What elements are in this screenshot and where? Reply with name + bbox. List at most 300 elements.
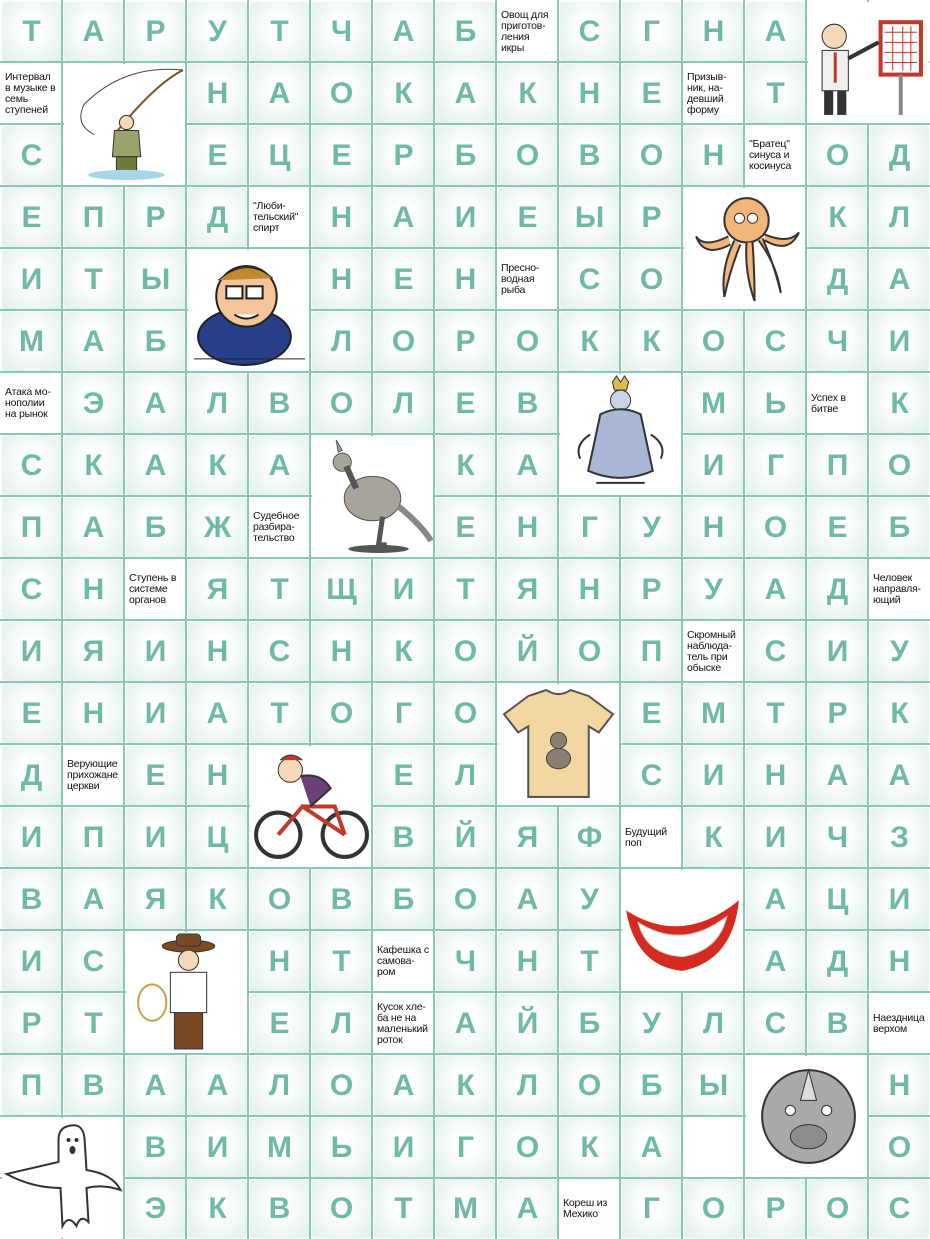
letter-cell[interactable] (746, 2, 805, 61)
letter-cell[interactable] (250, 1056, 309, 1115)
letter-cell[interactable] (312, 684, 371, 743)
letter-cell[interactable] (622, 312, 681, 371)
letter-cell[interactable] (498, 312, 557, 371)
letter-cell[interactable] (622, 126, 681, 185)
letter-cell[interactable] (126, 188, 185, 247)
letter-cell[interactable] (870, 622, 929, 681)
letter-cell[interactable] (684, 808, 743, 867)
letter-cell[interactable] (250, 932, 309, 991)
letter-cell[interactable] (560, 994, 619, 1053)
letter-cell[interactable] (126, 312, 185, 371)
letter-cell[interactable] (870, 870, 929, 929)
letter-cell[interactable] (436, 994, 495, 1053)
cell-letter: С (20, 572, 43, 606)
letter-cell[interactable] (126, 1118, 185, 1177)
letter-cell[interactable] (560, 2, 619, 61)
letter-cell[interactable] (436, 808, 495, 867)
letter-cell[interactable] (188, 1056, 247, 1115)
letter-cell[interactable] (746, 436, 805, 495)
letter-cell[interactable] (64, 498, 123, 557)
letter-cell[interactable] (250, 374, 309, 433)
letter-cell[interactable] (498, 560, 557, 619)
letter-cell[interactable] (250, 870, 309, 929)
cell-letter: И (20, 262, 43, 296)
letter-cell[interactable] (436, 188, 495, 247)
letter-cell[interactable] (684, 436, 743, 495)
letter-cell[interactable] (498, 994, 557, 1053)
letter-cell[interactable] (188, 746, 247, 805)
letter-cell[interactable] (498, 932, 557, 991)
clue-text: Атака мо-нополии на рынок (5, 386, 51, 420)
cell-letter: Ч (826, 820, 849, 854)
cell-letter: В (516, 386, 539, 420)
letter-cell[interactable] (374, 746, 433, 805)
letter-cell[interactable] (746, 870, 805, 929)
letter-cell[interactable] (560, 188, 619, 247)
letter-cell[interactable] (64, 622, 123, 681)
letter-cell[interactable] (436, 498, 495, 557)
letter-cell[interactable] (870, 684, 929, 743)
letter-cell[interactable] (622, 64, 681, 123)
ghost-picture (2, 1118, 123, 1238)
letter-cell[interactable] (188, 64, 247, 123)
cell-letter: В (392, 820, 415, 854)
letter-cell[interactable] (498, 808, 557, 867)
letter-cell[interactable] (312, 994, 371, 1053)
letter-cell[interactable] (374, 808, 433, 867)
letter-cell[interactable] (746, 374, 805, 433)
letter-cell[interactable] (2, 932, 61, 991)
letter-cell[interactable] (684, 560, 743, 619)
letter-cell[interactable] (126, 684, 185, 743)
letter-cell[interactable] (870, 1118, 929, 1177)
letter-cell[interactable] (312, 560, 371, 619)
cell-letter: Р (455, 324, 476, 358)
letter-cell[interactable] (870, 746, 929, 805)
letter-cell[interactable] (188, 498, 247, 557)
letter-cell[interactable] (808, 126, 867, 185)
cell-letter: П (20, 1068, 43, 1102)
letter-cell[interactable] (870, 498, 929, 557)
letter-cell[interactable] (2, 436, 61, 495)
letter-cell[interactable] (498, 188, 557, 247)
cell-letter: А (82, 882, 105, 916)
cell-letter: К (518, 76, 537, 110)
cell-letter: В (82, 1068, 105, 1102)
letter-cell[interactable] (498, 126, 557, 185)
letter-cell[interactable] (684, 498, 743, 557)
letter-cell[interactable] (2, 126, 61, 185)
letter-cell[interactable] (560, 1056, 619, 1115)
letter-cell[interactable] (808, 994, 867, 1053)
cell-letter: Н (82, 572, 105, 606)
letter-cell[interactable] (250, 64, 309, 123)
letter-cell[interactable] (808, 312, 867, 371)
letter-cell[interactable] (64, 2, 123, 61)
cell-letter: Р (765, 1192, 786, 1225)
letter-cell[interactable] (436, 684, 495, 743)
letter-cell[interactable] (312, 870, 371, 929)
letter-cell[interactable] (684, 746, 743, 805)
letter-cell[interactable] (64, 1056, 123, 1115)
cell-letter: И (20, 944, 43, 978)
letter-cell[interactable] (312, 188, 371, 247)
letter-cell[interactable] (374, 684, 433, 743)
letter-cell[interactable] (374, 312, 433, 371)
cell-letter: О (453, 882, 478, 916)
letter-cell[interactable] (374, 560, 433, 619)
cell-letter: Л (330, 1006, 353, 1040)
letter-cell[interactable] (560, 126, 619, 185)
letter-cell[interactable] (808, 436, 867, 495)
cowboy-picture (126, 932, 247, 1053)
letter-cell[interactable] (622, 250, 681, 309)
letter-cell[interactable] (746, 560, 805, 619)
clue-text: Овощ для приготов-ления икры (501, 8, 549, 54)
letter-cell[interactable] (188, 560, 247, 619)
letter-cell[interactable] (746, 1180, 805, 1238)
letter-cell[interactable] (250, 436, 309, 495)
letter-cell[interactable] (684, 374, 743, 433)
letter-cell[interactable] (2, 808, 61, 867)
letter-cell[interactable] (684, 126, 743, 185)
grid-line (0, 867, 930, 869)
letter-cell[interactable] (64, 250, 123, 309)
letter-cell[interactable] (188, 188, 247, 247)
letter-cell[interactable] (250, 994, 309, 1053)
letter-cell[interactable] (560, 808, 619, 867)
letter-cell[interactable] (808, 1180, 867, 1238)
letter-cell[interactable] (622, 994, 681, 1053)
letter-cell[interactable] (126, 746, 185, 805)
letter-cell[interactable] (746, 684, 805, 743)
letter-cell[interactable] (622, 1056, 681, 1115)
letter-cell[interactable] (436, 746, 495, 805)
letter-cell[interactable] (2, 746, 61, 805)
letter-cell[interactable] (250, 560, 309, 619)
letter-cell[interactable] (188, 808, 247, 867)
letter-cell[interactable] (870, 312, 929, 371)
cell-letter: А (206, 1068, 229, 1102)
letter-cell[interactable] (188, 2, 247, 61)
letter-cell[interactable] (126, 808, 185, 867)
letter-cell[interactable] (374, 126, 433, 185)
letter-cell[interactable] (560, 498, 619, 557)
letter-cell[interactable] (374, 1118, 433, 1177)
letter-cell[interactable] (188, 126, 247, 185)
letter-cell[interactable] (870, 188, 929, 247)
letter-cell[interactable] (498, 64, 557, 123)
letter-cell[interactable] (312, 126, 371, 185)
letter-cell[interactable] (498, 1118, 557, 1177)
letter-cell[interactable] (2, 994, 61, 1053)
letter-cell[interactable] (188, 870, 247, 929)
letter-cell[interactable] (436, 64, 495, 123)
letter-cell[interactable] (64, 870, 123, 929)
letter-cell[interactable] (374, 1180, 433, 1238)
letter-cell[interactable] (498, 498, 557, 557)
letter-cell[interactable] (250, 622, 309, 681)
letter-cell[interactable] (126, 2, 185, 61)
letter-cell[interactable] (374, 622, 433, 681)
letter-cell[interactable] (312, 932, 371, 991)
letter-cell[interactable] (746, 312, 805, 371)
letter-cell[interactable] (870, 126, 929, 185)
cell-letter: Т (84, 262, 103, 296)
letter-cell[interactable] (870, 1180, 929, 1238)
letter-cell[interactable] (312, 622, 371, 681)
letter-cell[interactable] (746, 622, 805, 681)
letter-cell[interactable] (622, 746, 681, 805)
letter-cell[interactable] (746, 64, 805, 123)
cell-letter: П (82, 200, 105, 234)
letter-cell[interactable] (622, 1118, 681, 1177)
letter-cell[interactable] (808, 870, 867, 929)
letter-cell[interactable] (2, 312, 61, 371)
letter-cell[interactable] (64, 374, 123, 433)
letter-cell[interactable] (870, 436, 929, 495)
cell-letter: Н (888, 1068, 911, 1102)
cell-letter: Т (766, 76, 785, 110)
letter-cell[interactable] (436, 2, 495, 61)
letter-cell[interactable] (312, 2, 371, 61)
cell-letter: Н (516, 510, 539, 544)
cell-letter: Б (392, 882, 415, 916)
letter-cell[interactable] (436, 1180, 495, 1238)
letter-cell[interactable] (188, 1118, 247, 1177)
letter-cell[interactable] (126, 498, 185, 557)
cell-letter: Т (270, 14, 289, 48)
letter-cell[interactable] (560, 312, 619, 371)
cell-letter: Л (516, 1068, 539, 1102)
letter-cell[interactable] (808, 622, 867, 681)
letter-cell[interactable] (560, 560, 619, 619)
letter-cell[interactable] (374, 870, 433, 929)
cell-letter: А (206, 696, 229, 730)
letter-cell[interactable] (312, 1118, 371, 1177)
clue-text: Судебное разбира-тельство (253, 510, 300, 544)
letter-cell[interactable] (684, 1180, 743, 1238)
letter-cell[interactable] (436, 436, 495, 495)
cell-letter: А (764, 14, 787, 48)
letter-cell[interactable] (2, 684, 61, 743)
letter-cell[interactable] (684, 2, 743, 61)
letter-cell[interactable] (622, 622, 681, 681)
letter-cell[interactable] (560, 250, 619, 309)
cell-letter: И (888, 882, 911, 916)
letter-cell[interactable] (622, 2, 681, 61)
queen-ghost-picture (560, 374, 681, 495)
letter-cell[interactable] (2, 250, 61, 309)
letter-cell[interactable] (622, 498, 681, 557)
letter-cell[interactable] (746, 932, 805, 991)
letter-cell[interactable] (808, 746, 867, 805)
letter-cell[interactable] (188, 622, 247, 681)
letter-cell[interactable] (126, 1180, 185, 1238)
letter-cell[interactable] (498, 622, 557, 681)
letter-cell[interactable] (374, 1056, 433, 1115)
letter-cell[interactable] (622, 684, 681, 743)
letter-cell[interactable] (312, 64, 371, 123)
letter-cell[interactable] (622, 188, 681, 247)
letter-cell[interactable] (870, 808, 929, 867)
cell-letter: Н (702, 14, 725, 48)
clue-cell (684, 622, 743, 681)
letter-cell[interactable] (436, 1056, 495, 1115)
cell-letter: Е (393, 758, 414, 792)
letter-cell[interactable] (374, 188, 433, 247)
rhino-picture (746, 1056, 867, 1177)
letter-cell[interactable] (808, 932, 867, 991)
cell-letter: Ц (268, 138, 291, 172)
cell-letter: В (268, 386, 291, 420)
letter-cell[interactable] (374, 64, 433, 123)
letter-cell[interactable] (64, 560, 123, 619)
letter-cell[interactable] (126, 1056, 185, 1115)
letter-cell[interactable] (498, 1056, 557, 1115)
cell-letter: А (516, 882, 539, 916)
letter-cell[interactable] (64, 932, 123, 991)
cell-letter: Ц (206, 820, 229, 854)
letter-cell[interactable] (808, 560, 867, 619)
letter-cell[interactable] (250, 2, 309, 61)
letter-cell[interactable] (2, 2, 61, 61)
letter-cell[interactable] (2, 560, 61, 619)
letter-cell[interactable] (126, 374, 185, 433)
letter-cell[interactable] (622, 1180, 681, 1238)
cell-letter: А (82, 14, 105, 48)
letter-cell[interactable] (64, 188, 123, 247)
letter-cell[interactable] (870, 932, 929, 991)
letter-cell[interactable] (188, 684, 247, 743)
letter-cell[interactable] (250, 126, 309, 185)
letter-cell[interactable] (684, 684, 743, 743)
letter-cell[interactable] (560, 622, 619, 681)
letter-cell[interactable] (312, 250, 371, 309)
letter-cell[interactable] (808, 188, 867, 247)
letter-cell[interactable] (374, 374, 433, 433)
letter-cell[interactable] (746, 498, 805, 557)
letter-cell[interactable] (684, 994, 743, 1053)
letter-cell[interactable] (374, 250, 433, 309)
letter-cell[interactable] (374, 2, 433, 61)
letter-cell[interactable] (2, 1056, 61, 1115)
cell-letter: Д (826, 572, 849, 606)
letter-cell[interactable] (250, 1118, 309, 1177)
cell-letter: Б (144, 510, 167, 544)
cell-letter: К (890, 386, 909, 420)
letter-cell[interactable] (436, 932, 495, 991)
letter-cell[interactable] (436, 622, 495, 681)
letter-cell[interactable] (126, 870, 185, 929)
letter-cell[interactable] (126, 622, 185, 681)
letter-cell[interactable] (746, 746, 805, 805)
letter-cell[interactable] (560, 1118, 619, 1177)
cell-letter: О (887, 448, 912, 482)
clue-text: Человек направля-ющий (873, 572, 921, 606)
cell-letter: Г (394, 696, 412, 730)
letter-cell[interactable] (498, 1180, 557, 1238)
grid-line (0, 1177, 930, 1179)
cell-letter: У (642, 510, 661, 544)
letter-cell[interactable] (746, 808, 805, 867)
cell-letter: У (580, 882, 599, 916)
teacher-chart-picture (808, 2, 929, 123)
letter-cell[interactable] (684, 1056, 743, 1115)
letter-cell[interactable] (250, 1180, 309, 1238)
letter-cell[interactable] (436, 374, 495, 433)
letter-cell[interactable] (436, 312, 495, 371)
letter-cell[interactable] (870, 1056, 929, 1115)
kangaroo-picture (312, 436, 433, 557)
letter-cell[interactable] (746, 994, 805, 1053)
letter-cell[interactable] (808, 808, 867, 867)
letter-cell[interactable] (436, 250, 495, 309)
clue-cell (808, 374, 867, 433)
letter-cell[interactable] (808, 498, 867, 557)
letter-cell[interactable] (870, 374, 929, 433)
letter-cell[interactable] (312, 1056, 371, 1115)
letter-cell[interactable] (64, 994, 123, 1053)
cell-letter: Т (84, 1006, 103, 1040)
letter-cell[interactable] (498, 436, 557, 495)
cell-letter: Й (516, 1006, 539, 1040)
letter-cell[interactable] (870, 250, 929, 309)
letter-cell[interactable] (560, 870, 619, 929)
letter-cell[interactable] (312, 312, 371, 371)
letter-cell[interactable] (2, 498, 61, 557)
letter-cell[interactable] (64, 808, 123, 867)
letter-cell[interactable] (498, 374, 557, 433)
letter-cell[interactable] (436, 560, 495, 619)
letter-cell[interactable] (2, 188, 61, 247)
letter-cell[interactable] (188, 436, 247, 495)
cell-letter: О (329, 386, 354, 420)
letter-cell[interactable] (684, 312, 743, 371)
clue-cell (622, 808, 681, 867)
letter-cell[interactable] (188, 374, 247, 433)
letter-cell[interactable] (312, 1180, 371, 1238)
letter-cell[interactable] (2, 870, 61, 929)
letter-cell[interactable] (436, 870, 495, 929)
cell-letter: С (20, 138, 43, 172)
letter-cell[interactable] (64, 436, 123, 495)
letter-cell[interactable] (64, 312, 123, 371)
letter-cell[interactable] (126, 436, 185, 495)
letter-cell[interactable] (622, 560, 681, 619)
letter-cell[interactable] (808, 684, 867, 743)
letter-cell[interactable] (436, 1118, 495, 1177)
letter-cell[interactable] (126, 250, 185, 309)
letter-cell[interactable] (250, 684, 309, 743)
cell-letter: А (268, 76, 291, 110)
cell-letter: А (516, 448, 539, 482)
letter-cell[interactable] (560, 64, 619, 123)
clue-text: Будущий поп (625, 825, 667, 849)
cell-letter: Е (517, 200, 538, 234)
letter-cell[interactable] (498, 870, 557, 929)
cell-letter: Ч (454, 944, 477, 978)
letter-cell[interactable] (808, 250, 867, 309)
letter-cell[interactable] (2, 622, 61, 681)
letter-cell[interactable] (436, 126, 495, 185)
letter-cell[interactable] (188, 1180, 247, 1238)
letter-cell[interactable] (560, 932, 619, 991)
cell-letter: П (82, 820, 105, 854)
letter-cell[interactable] (312, 374, 371, 433)
letter-cell[interactable] (64, 684, 123, 743)
cell-letter: О (329, 76, 354, 110)
